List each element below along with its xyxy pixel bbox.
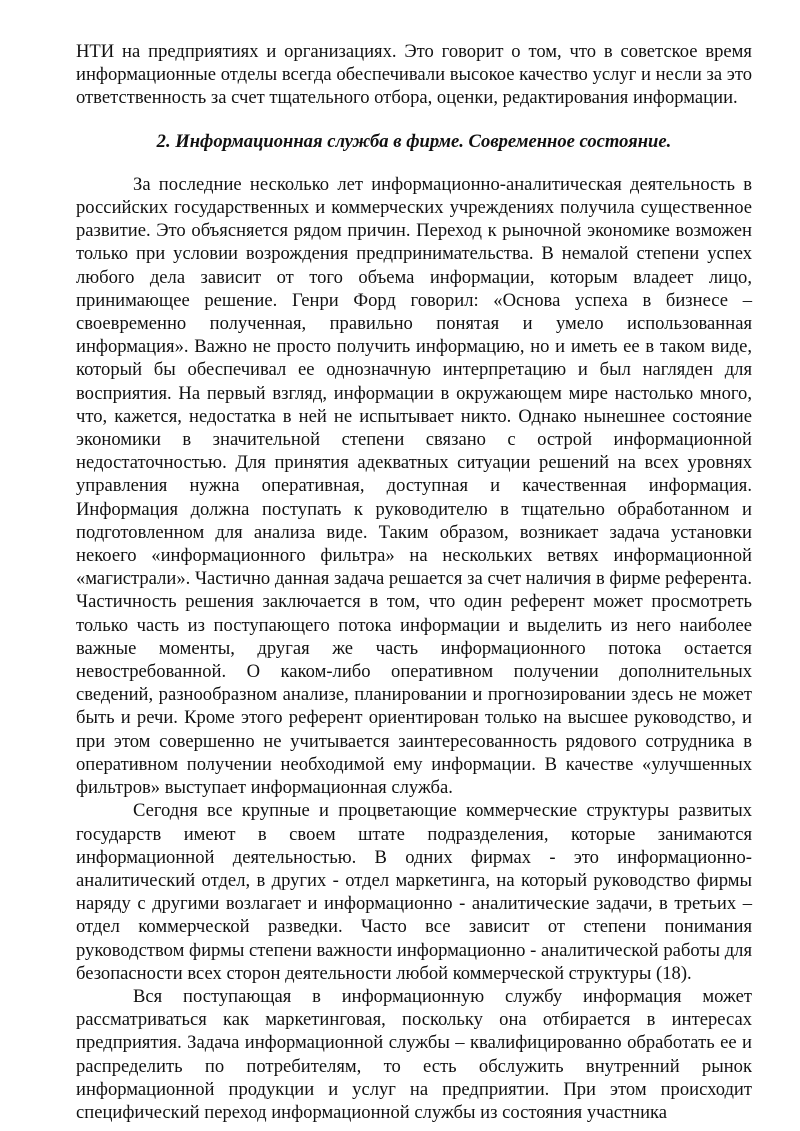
body-paragraph-3: Вся поступающая в информационную службу информация может рассматриваться как маркетинговая, поскольку она отбирается в интересах предприятия. Задача информационной службы – квалифицированно обработать ее и распределить по потребителям, то есть обслужить внутренний рынок информационной продукции и услуг на предприятии. При этом происходит специфический переход информационной службы из состояния участника: [76, 985, 752, 1123]
document-page: [76, 40, 752, 1124]
body-paragraph-1: За последние несколько лет информационно-аналитическая деятельность в российских государственных и коммерческих учреждениях получила существенное развитие. Это объясняется рядом причин. Переход к рыночной экономике возможен только при условии возрождения предпринимательства. В немалой степени успех любого дела зависит от того объема информации, которым владеет лицо, принимающее решение. Генри Форд говорил: «Основа успеха в бизнесе – своевременно полученная, правильно понятая и умело использованная информация». Важно не просто получить информацию, но и иметь ее в таком виде, который бы обеспечивал ее однозначную интерпретацию и был нагляден для восприятия. На первый взгляд, информации в окружающем мире настолько много, что, кажется, недостатка в ней не испытывает никто. Однако нынешнее состояние экономики в значительной степени связано с острой информационной недостаточностью. Для принятия адекватных ситуации решений на всех уровнях управления нужна оперативная, доступная и качественная информация. Информация должна поступать к руководителю в тщательно обработанном и подготовленном для анализа виде. Таким образом, возникает задача установки некоего «информационного фильтра» на нескольких ветвях информационной «магистрали». Частично данная задача решается за счет наличия в фирме референта. Частичность решения заключается в том, что один референт может просмотреть только часть из поступающего потока информации и выделить из него наиболее важные моменты, другая же часть информационного потока остается невостребованной. О каком-либо оперативном получении дополнительных сведений, разнообразном анализе, планировании и прогнозировании здесь не может быть и речи. Кроме этого референт ориентирован только на высшее руководство, и при этом совершенно не учитывается заинтересованность рядового сотрудника в оперативном получении необходимой ему информации. В качестве «улучшенных фильтров» выступает информационная служба.: [76, 173, 752, 799]
section-heading: 2. Информационная служба в фирме. Современное состояние.: [156, 130, 672, 152]
body-paragraph-2: Сегодня все крупные и процветающие коммерческие структуры развитых государств имеют в своем штате подразделения, которые занимаются информационной деятельностью. В одних фирмах - это информационно-аналитический отдел, в других - отдел маркетинга, на который руководство фирмы наряду с другими возлагает и информационно - аналитические задачи, в третьих – отдел коммерческой разведки. Часто все зависит от степени понимания руководством фирмы степени важности информационно - аналитической работы для безопасности всех сторон деятельности любой коммерческой структуры (18).: [76, 800, 752, 984]
intro-paragraph: НТИ на предприятиях и организациях. Это говорит о том, что в советское время информационные отделы всегда обеспечивали высокое качество услуг и несли за это ответственность за счет тщательного отбора, оценки, редактирования информации.: [76, 41, 752, 109]
